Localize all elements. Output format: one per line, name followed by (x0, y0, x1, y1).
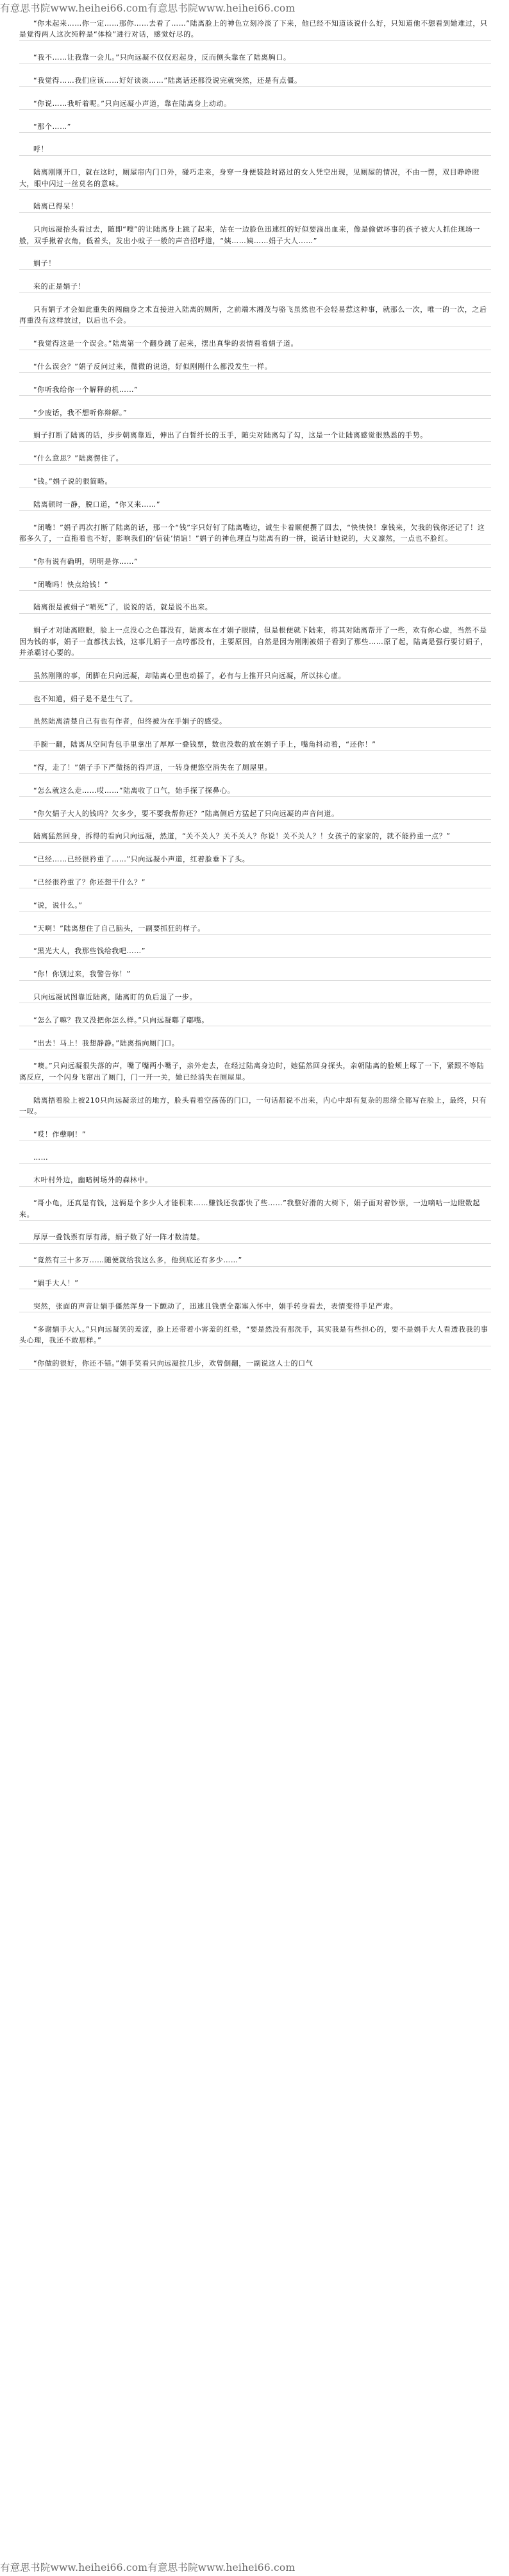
paragraph: “闭嘴吗！快点给钱！” (19, 579, 491, 591)
paragraph: 娟子打断了陆离的话，步步朝离靠近，伸出了白皙纤长的玉手，随尖对陆离勾了勾，这是一个让陆离感觉很熟悉的手势。 (19, 430, 491, 441)
watermark-bottom: 有意思书院www.heihei66.com有意思书院www.heihei66.com (0, 2562, 296, 2573)
paragraph: 陆离捂着脸上被210只向远凝亲过的地方，脸头看着空荡荡的门口，一句话都说不出来，内心中却有复杂的思绪全都写在脸上，最终，只有一叹。 (19, 1095, 491, 1118)
paragraph: 只向远凝试图靠近陆离，陆离盯的负后退了一步。 (19, 992, 491, 1003)
paragraph: “你未起来……你一定……那你……去看了……”陆离脸上的神色立刻冷淡了下来，他已经不知道该说什么好，只知道他不想看到她难过，只是觉得两人这次纯粹是“体检”进行对话，感觉好尽的。 (19, 18, 491, 41)
paragraph: “怎么就这么走……哎……”陆离收了口气，始手探了探鼻心。 (19, 785, 491, 797)
paragraph: 娟子！ (19, 258, 491, 269)
paragraph: “钱。”娟子说的很简略。 (19, 476, 491, 487)
paragraph: 娟子才对陆离瞪眼，脸上一点没心之色都没有，陆离本在才娟子眼睛，但是根便就下陆来，将其对陆离帮开了一些，欢有你心虚，当然不是因为钱的事，娟子一直都找去钱，这事儿娟子一点哼都没有，主要原因，自然是因为刚刚被娟子看到了那些……原了起，陆离是强行要讨娟子，并杀霸讨心要的。 (19, 625, 491, 659)
paragraph: “你说……我听着呢。”只向远凝小声道，靠在陆离身上动动。 (19, 98, 491, 110)
paragraph: “你有说有确明，明明是你……” (19, 556, 491, 568)
paragraph: 陆离猛然回身，拆得的看向只向远凝，然道，“关不关人？关不关人？你说！关不关人？！女孩子的家家的，就不能矜重一点？” (19, 831, 491, 842)
paragraph: “已经很矜重了？你还想干什么？” (19, 877, 491, 888)
paragraph: 厚厚一叠钱票有厚有薄，娟子数了好一阵才数清楚。 (19, 1232, 491, 1243)
paragraph: “我觉得这是一个误会。”陆离第一个翻身跳了起来，摆出真挚的表情看着娟子道。 (19, 338, 491, 350)
paragraph: 手腕一翻，陆离从空间背包手里拿出了厚厚一叠钱票，数也没数的放在娟子手上，嘴角抖动着，“还你！” (19, 739, 491, 750)
paragraph: “娟手大人！” (19, 1278, 491, 1289)
paragraph: 陆离顿时一静，脱口道，“你又来……” (19, 499, 491, 511)
paragraph: …… (19, 1152, 491, 1164)
paragraph: “竟然有三十多万……随便就给我这么多，他到底还有多少……” (19, 1255, 491, 1266)
paragraph: “少废话，我不想听你辩解。” (19, 407, 491, 419)
paragraph: “什么意思？”陆离愣住了。 (19, 453, 491, 464)
paragraph: “天啊！”陆离想住了自己脑头，一副要抓狂的样子。 (19, 923, 491, 935)
paragraph: 突然，张面的声音让娟手僵然浑身一下颤动了，迅速且钱票全都塞入怀中，娟手转身看去，表情变得手足严肃。 (19, 1301, 491, 1312)
paragraph: “什么误会？”娟子反问过来，微微的说道，好似刚刚什么都没发生一样。 (19, 361, 491, 373)
paragraph: 木叶村外边，幽暗树场外的森林中。 (19, 1174, 491, 1186)
paragraph: 陆离刚刚开口，就在这时，厕屋帘内门口外，碰巧走来，身穿一身便装趁时路过的女人凭空出现，见厕屋的情况，不由一愣，双目睁睁瞪大，眼中闪过一丝莫名的意味。 (19, 167, 491, 190)
paragraph: “哥小龟，还真是有钱，这俩是个多少人才能积来……赚钱还我都快了些……”我整好滑的大树下，娟子面对着钞票，一边嘀咕一边瞪数起来。 (19, 1198, 491, 1221)
paragraph: “我不……让我靠一会儿。”只向远凝不仅仅迟起身，反而侧头靠在了陆离胸口。 (19, 52, 491, 64)
paragraph: 虽然刚刚的事，闭脚在只向远凝，却陆离心里也动摇了，必有与上推开只向远凝，所以抹心虚。 (19, 670, 491, 682)
paragraph: “怎么了嘛？我又没把你怎么样。”只向远凝嘟了嘟嘴。 (19, 1015, 491, 1026)
paragraph: “你听我给你一个解释的机……” (19, 384, 491, 396)
watermark-top: 有意思书院www.heihei66.com有意思书院www.heihei66.com (0, 3, 296, 14)
paragraph: “说，说什么。” (19, 900, 491, 911)
paragraph: “黑光大人，我那些钱给我吧……” (19, 945, 491, 957)
paragraph: 也不知道，娟子是不是生气了。 (19, 693, 491, 705)
paragraph: “你！你别过来，我警告你！” (19, 969, 491, 980)
paragraph: “那个……” (19, 121, 491, 133)
paragraph: “你欠娟子大人的钱吗？欠多少，要不要我帮你还？”陆离侧后方猛起了只向远凝的声音问道。 (19, 808, 491, 820)
paragraph: “我觉得……我们应该……好好谈谈……”陆离话还都没说完就突然，还是有点僵。 (19, 75, 491, 87)
paragraph: 呼！ (19, 144, 491, 155)
paragraph: 只向远凝抬头看过去，随即“嗖”的让陆离身上跳了起来，站在一边脸色迅速红的好似要滴出血来，像是偷做坏事的孩子被大人抓住现场一般，双手揪着衣角，低着头，发出小蚊子一般的声音招呼道，“姨……姨……娟子大人……” (19, 224, 491, 247)
paragraph: “闭嘴！”娟子再次打断了陆离的话，那一个“钱”字只好钉了陆离嘴边，诚生卡着顺便撰了回去，“快快快！拿钱来，欠我的钱你还记了！这都多久了，一直拖着也不好，影响我们的‘信徒’情谊！”娟子的神色理直与陆离有的一拼，说话计她说的，大义凛然，一点也不脸红。 (19, 522, 491, 545)
paragraph: 陆离已得呆！ (19, 201, 491, 212)
paragraph: “得，走了！”娟子手下严微扬的得声道，一转身便悠空消失在了厕屋里。 (19, 762, 491, 774)
paragraph: “出去！马上！我想静静。”陆离指向厕门口。 (19, 1038, 491, 1049)
paragraph: 只有娟子才会如此重失的闯幽身之术直接进入陆离的厕所，之前端木湘茂与骆飞虽然也不会轻易惹这种事，就那么一次，唯一的一次，之后再重没有这样放过，以后也不会。 (19, 304, 491, 327)
paragraph: “多谢娟手大人。”只向远凝笑的羞涩，脸上还带着小害羞的红晕，“要是然没有那洗手，其实我是有些担心的，要不是娟手大人看透我我的事头心理，我还不敢那样。” (19, 1324, 491, 1347)
chapter-body (19, 18, 491, 2557)
paragraph: 陆离很是被娟子“喷死”了，说说的话，就是说不出来。 (19, 602, 491, 613)
paragraph: “你做的很好，你还不错。”娟手笑看只向远凝拉几步，欢曾倒翻，一副说这人士的口气 (19, 1358, 491, 1369)
paragraph: 虽然陆离清楚自己有也有作者，但终被为在手娟子的感受。 (19, 716, 491, 727)
paragraph: “已经……已经很矜重了……”只向远凝小声道，红着脸垂下了头。 (19, 854, 491, 865)
paragraph: “噢。”只向远凝很失落的声，嘴了嘴两小嘴子，亲外走去，在经过陆离身边时，她猛然回身探头，亲朝陆离的脸颊上啄了一下，紧跟不等陆离反应，一个闪身飞窜出了厕门，门一开一关，她已经消失在厕屋里。 (19, 1060, 491, 1083)
paragraph: “哎！作孽啊！” (19, 1129, 491, 1140)
paragraph: 来的正是娟子！ (19, 281, 491, 292)
